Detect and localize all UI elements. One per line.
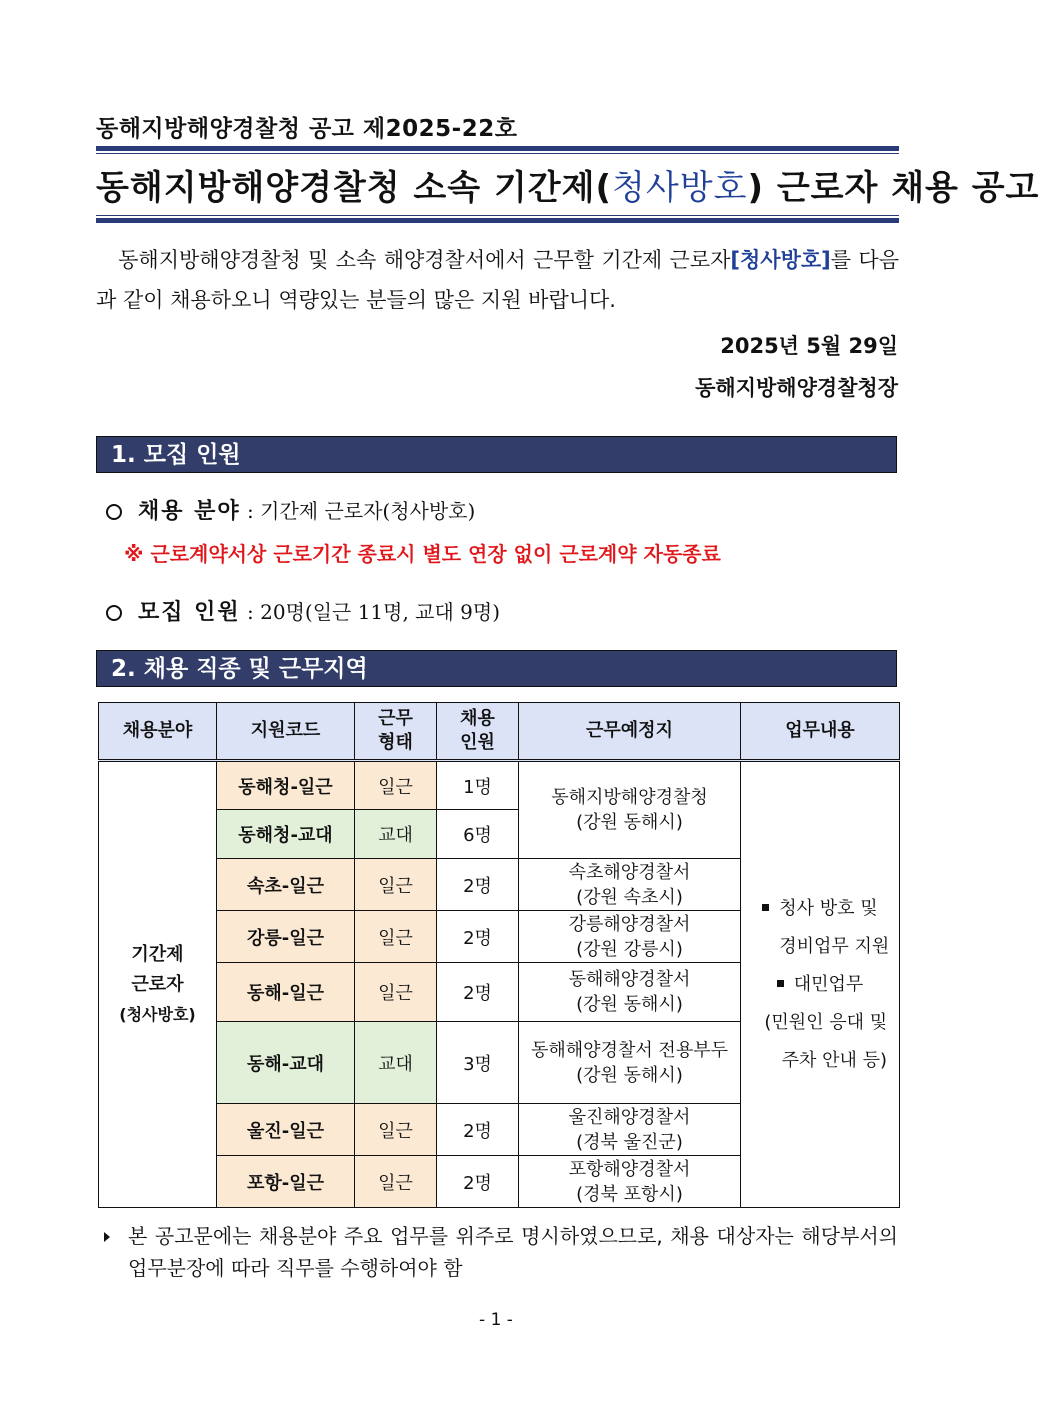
contract-warning: ※ 근로계약서상 근로기간 종료시 별도 연장 없이 근로계약 자동종료 (124, 542, 721, 566)
place-line2: (강원 속초시) (576, 886, 683, 908)
duty-item1-line2: 경비업무 지원 (779, 935, 890, 957)
field-name-line2: 근로자 (131, 973, 184, 995)
type-cell: 일근 (355, 911, 437, 963)
place-line2: (강원 동해시) (576, 994, 683, 1015)
count-cell: 2명 (437, 1156, 519, 1208)
title-paren-open: ( (595, 168, 613, 208)
place-line2: (강원 동해시) (576, 812, 683, 833)
col-header-count-line1: 채용 (460, 708, 495, 729)
title-rule-top (96, 146, 899, 151)
count-cell: 2명 (437, 911, 519, 963)
place-line1: 포항해양경찰서 (568, 1158, 691, 1180)
place-cell (519, 1022, 741, 1104)
code-cell: 동해-교대 (217, 1022, 355, 1104)
square-bullet-icon (762, 904, 769, 911)
code-cell: 포항-일근 (217, 1156, 355, 1208)
count-cell: 6명 (437, 810, 519, 859)
count-cell: 2명 (437, 859, 519, 911)
code-cell: 강릉-일근 (217, 911, 355, 963)
title-rule-top-thin (96, 153, 899, 154)
duty-item1-line1: 청사 방호 및 (779, 897, 878, 919)
jobs-table (98, 702, 900, 1208)
title-text-after: 근로자 채용 공고 (763, 168, 1039, 208)
recruit-count-label: 모집 인원 (138, 600, 241, 625)
place-line1: 강릉해양경찰서 (568, 913, 691, 935)
intro-text-after: 를 다음과 같이 채용하오니 역량있는 분들의 많은 지원 바랍니다. (96, 248, 900, 312)
type-cell: 일근 (355, 859, 437, 911)
type-cell: 교대 (355, 810, 437, 859)
place-line1: 속초해양경찰서 (568, 861, 691, 883)
section-2-header: 2. 채용 직종 및 근무지역 (96, 650, 897, 687)
place-cell (519, 963, 741, 1022)
code-cell: 동해청-교대 (217, 810, 355, 859)
type-cell: 일근 (355, 963, 437, 1022)
title-highlight: 청사방호 (612, 168, 748, 208)
col-header-type-line1: 근무 (378, 708, 413, 729)
type-cell: 일근 (355, 1104, 437, 1156)
title-rule-bottom-thin (96, 215, 899, 216)
count-cell: 2명 (437, 963, 519, 1022)
square-bullet-icon (777, 980, 784, 987)
count-cell: 1명 (437, 761, 519, 810)
duty-cell (741, 761, 900, 1208)
place-line1: 울진해양경찰서 (568, 1106, 691, 1128)
intro-highlight: [청사방호] (730, 248, 831, 272)
recruit-field-value: : 기간제 근로자(청사방호) (240, 499, 476, 523)
section-1-header: 1. 모집 인원 (96, 436, 897, 473)
place-cell (519, 911, 741, 963)
count-cell: 3명 (437, 1022, 519, 1104)
col-header-field: 채용분야 (99, 703, 217, 761)
title-paren-close: ) (747, 168, 764, 208)
table-row (99, 761, 900, 810)
count-cell: 2명 (437, 1104, 519, 1156)
circle-bullet-icon (106, 504, 122, 520)
col-header-place: 근무예정지 (519, 703, 741, 761)
field-name-line1: 기간제 (131, 943, 184, 965)
intro-paragraph (96, 240, 899, 320)
code-cell: 울진-일근 (217, 1104, 355, 1156)
intro-text-before: 동해지방해양경찰청 및 소속 해양경찰서에서 근무할 기간제 근로자 (118, 248, 731, 272)
code-cell: 동해청-일근 (217, 761, 355, 810)
duty-item2-line1: 대민업무 (793, 973, 864, 995)
place-cell (519, 1156, 741, 1208)
footnote-text: 본 공고문에는 채용분야 주요 업무를 위주로 명시하였으므로, 채용 대상자는 해당부서의 업무분장에 따라 직무를 수행하여야 함 (128, 1224, 898, 1280)
title-rule-bottom (96, 218, 899, 223)
place-cell (519, 1104, 741, 1156)
col-header-type (355, 703, 437, 761)
place-line2: (강원 동해시) (576, 1064, 683, 1086)
place-cell (519, 859, 741, 911)
col-header-code: 지원코드 (217, 703, 355, 761)
triangle-bullet-icon (104, 1232, 110, 1242)
recruit-count-line (106, 595, 500, 626)
page-title (96, 160, 1039, 209)
duty-item2-line3: 주차 안내 등) (781, 1049, 887, 1071)
place-line2: (경북 포항시) (576, 1183, 683, 1205)
type-cell: 일근 (355, 1156, 437, 1208)
col-header-count (437, 703, 519, 761)
code-cell: 동해-일근 (217, 963, 355, 1022)
place-line1: 동해해양경찰서 (568, 969, 691, 990)
title-text-before: 동해지방해양경찰청 소속 기간제 (96, 168, 596, 208)
issuer: 동해지방해양경찰청장 (695, 376, 898, 400)
duty-item2-line2: (민원인 응대 및 (764, 1011, 888, 1033)
table-header-row (99, 703, 900, 761)
place-line2: (경북 울진군) (576, 1131, 683, 1153)
field-cell (99, 761, 217, 1208)
field-name-line3: (청사방호) (119, 1004, 196, 1024)
page-number: - 1 - (479, 1310, 513, 1330)
place-line1: 동해해양경찰서 전용부두 (531, 1039, 728, 1061)
col-header-count-line2: 인원 (460, 732, 495, 753)
recruit-field-label: 채용 분야 (138, 499, 241, 524)
notice-number: 동해지방해양경찰청 공고 제2025-22호 (96, 116, 518, 142)
col-header-duty: 업무내용 (741, 703, 900, 761)
notice-date: 2025년 5월 29일 (720, 334, 898, 358)
circle-bullet-icon (106, 605, 122, 621)
place-line2: (강원 강릉시) (576, 938, 683, 960)
type-cell: 교대 (355, 1022, 437, 1104)
recruit-field-line (106, 494, 475, 525)
recruit-count-value: : 20명(일근 11명, 교대 9명) (240, 600, 501, 624)
footnote (104, 1220, 898, 1284)
place-line1: 동해지방해양경찰청 (551, 787, 708, 808)
code-cell: 속초-일근 (217, 859, 355, 911)
col-header-type-line2: 형태 (378, 732, 413, 753)
type-cell: 일근 (355, 761, 437, 810)
place-cell (519, 761, 741, 859)
